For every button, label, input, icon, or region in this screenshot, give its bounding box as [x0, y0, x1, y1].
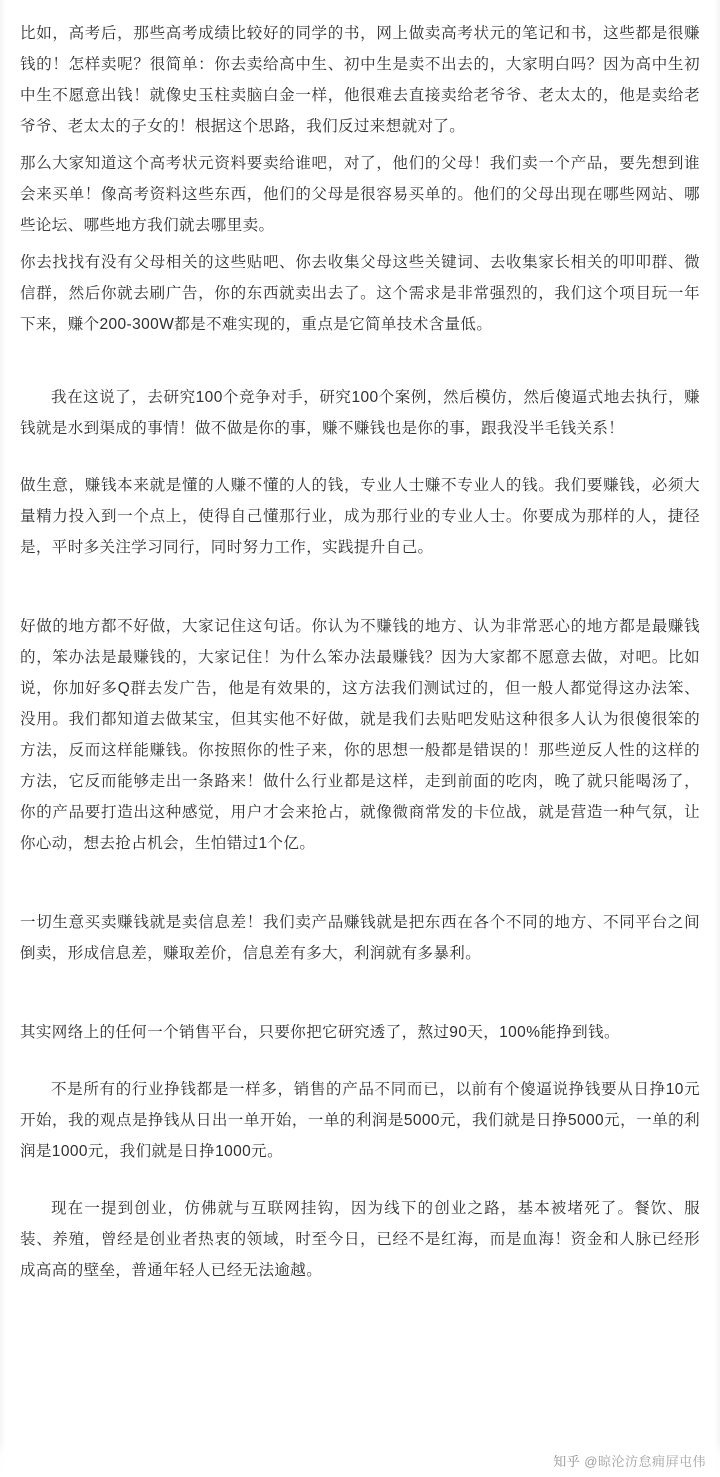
watermark-bar	[0, 1443, 720, 1477]
paragraph: 现在一提到创业，仿佛就与互联网挂钩，因为线下的创业之路，基本被堵死了。餐饮、服装、养殖，曾经是创业者热衷的领域，时至今日，已经不是红海，而是血海！资金和人脉已经形成高高的壁垒，普通年轻人已经无法逾越。	[20, 1200, 700, 1279]
paragraph: 不是所有的行业挣钱都是一样多，销售的产品不同而已，以前有个傻逼说挣钱要从日挣10元开始，我的观点是挣钱从日出一单开始，一单的利润是5000元，我们就是日挣5000元，一单的利润是1000元，我们就是日挣1000元。	[20, 1081, 700, 1160]
paragraph-spacer	[20, 1048, 700, 1074]
paragraph: 我在这说了，去研究100个竞争对手，研究100个案例，然后模仿，然后傻逼式地去执行，赚钱就是水到渠成的事情！做不做是你的事，赚不赚钱也是你的事，跟我没半毛钱关系！	[20, 389, 700, 437]
paragraph: 好做的地方都不好做，大家记住这句话。你认为不赚钱的地方、认为非常恶心的地方都是最赚钱的，笨办法是最赚钱的，大家记住！为什么笨办法最赚钱？因为大家都不愿意去做，对吧。比如说，你加好多Q群去发广告，他是有效果的，这方法我们测试过的，但一般人都觉得这办法笨、没用。我们都知道去做某宝，但其实他不好做，就是我们去贴吧发贴这种很多人认为很傻很笨的方法，反而这样能赚钱。你按照你的性子来，你的思想一般都是错误的！那些逆反人性的这样的方法，它反而能够走出一条路来！做什么行业都是这样，走到前面的吃肉，晚了就只能喝汤了，你的产品要打造出这种感觉，用户才会来抢占，就像微商常发的卡位战，就是营造一种气氛，让你心动，想去抢占机会，生怕错过1个亿。	[20, 618, 700, 852]
paragraph-spacer	[20, 969, 700, 1017]
paragraph: 做生意，赚钱本来就是懂的人赚不懂的人的钱，专业人士赚不专业人的钱。我们要赚钱，必须大量精力投入到一个点上，使得自己懂那行业，成为那行业的专业人士。你要成为那样的人，捷径是，平时多关注学习同行，同时努力工作，实践提升自己。	[20, 477, 700, 556]
paragraph: 比如，高考后，那些高考成绩比较好的同学的书，网上做卖高考状元的笔记和书，这些都是很赚钱的！怎样卖呢？很简单：你去卖给高中生、初中生是卖不出去的，大家明白吗？因为高中生初中生不愿意出钱！就像史玉柱卖脑白金一样，他很难去直接卖给老爷爷、老太太的，他是卖给老爷爷、老太太的子女的！根据这个思路，我们反过来想就对了。	[20, 25, 700, 135]
paragraph: 那么大家知道这个高考状元资料要卖给谁吧，对了，他们的父母！我们卖一个产品，要先想到谁会来买单！像高考资料这些东西，他们的父母是很容易买单的。他们的父母出现在哪些网站、哪些论坛、哪些地方我们就去哪里卖。	[20, 155, 700, 234]
zhihu-logo: 知乎	[553, 1453, 581, 1469]
paragraph: 一切生意买卖赚钱就是卖信息差！我们卖产品赚钱就是把东西在各个不同的地方、不同平台之间倒卖，形成信息差，赚取差价，信息差有多大，利润就有多暴利。	[20, 914, 700, 962]
paragraph-spacer	[20, 444, 700, 470]
paragraph-spacer	[20, 1167, 700, 1193]
watermark-username: @晾沦汸怠痈屛屯伟	[584, 1453, 706, 1469]
paragraph-spacer	[20, 859, 700, 907]
paragraph: 其实网络上的任何一个销售平台，只要你把它研究透了，熬过90天，100%能挣到钱。	[20, 1024, 620, 1041]
paragraph: 你去找找有没有父母相关的这些贴吧、你去收集父母这些关键词、去收集家长相关的叩叩群、微信群，然后你就去刷广告，你的东西就卖出去了。这个需求是非常强烈的，我们这个项目玩一年下来，赚个200-300W都是不难实现的，重点是它简单技术含量低。	[20, 254, 700, 333]
paragraph-spacer	[20, 563, 700, 611]
paragraph-spacer	[20, 340, 700, 382]
